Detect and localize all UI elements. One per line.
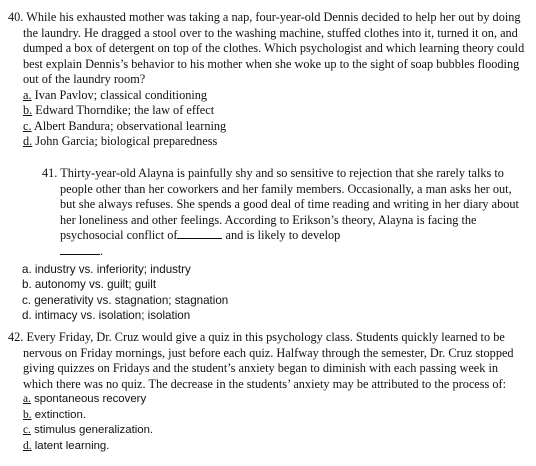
option-text: Albert Bandura; observational learning xyxy=(31,118,227,133)
option-text: latent learning. xyxy=(31,439,110,452)
option-text: Edward Thorndike; the law of effect xyxy=(32,103,215,117)
question-42 xyxy=(0,330,536,454)
option-letter: a. xyxy=(23,393,31,405)
question-number: 42. xyxy=(8,330,24,344)
option-b xyxy=(0,408,536,424)
question-41 xyxy=(0,166,536,324)
option-a xyxy=(0,88,536,104)
answer-blank xyxy=(177,228,222,239)
blank-period: . xyxy=(100,243,104,258)
question-42-stem xyxy=(0,330,536,392)
option-a xyxy=(0,262,536,278)
answer-options xyxy=(0,392,536,454)
option-text: Ivan Pavlov; classical conditioning xyxy=(31,87,208,102)
question-text: While his exhausted mother was taking a nap, four-year-old Dennis decided to help her out by doing the laundry. He dragged a stool over to the washing machine, stuffed clothes into it, turned it on, and dumped a box of detergent on top of the clothes. Which psychologist and which learning theory could best explain Dennis’s behavior to his mother when she woke up to the sight of soap bubbles flooding out of the laundry room? xyxy=(23,10,525,86)
question-number: 40. xyxy=(8,10,24,24)
question-41-stem xyxy=(0,166,536,244)
option-text: industry vs. inferiority; industry xyxy=(31,262,191,276)
option-letter: a. xyxy=(23,87,32,102)
option-text: extinction. xyxy=(31,408,86,421)
option-c xyxy=(0,293,536,309)
option-letter: c. xyxy=(22,293,32,307)
option-text: John Garcia; biological preparedness xyxy=(32,134,218,148)
option-letter: b. xyxy=(22,278,32,291)
option-text: stimulus generalization. xyxy=(30,424,154,436)
question-text-part-1: Thirty-year-old Alayna is painfully shy and so sensitive to rejection that she rarely talks to people other than her coworkers and her family members. Occasionally, a man asks her out, but she always refuses. She spends a good deal of time reading and writing in her diary about her loneliness and other feelings. According to Erikson’s theory, Alayna is facing the psychosocial conflict of xyxy=(60,166,519,242)
option-b xyxy=(0,103,536,119)
question-text: Every Friday, Dr. Cruz would give a quiz in this psychology class. Students quickly learned to be nervous on Friday mornings, just before each quiz. Halfway through the semester, Dr. Cruz stopped giving quizzes on Fridays and the student’s anxiety began to diminish with each passing week in which there was no quiz. The decrease in the students’ anxiety may be attributed to the process of: xyxy=(23,330,514,391)
question-40 xyxy=(0,10,536,150)
option-letter: b. xyxy=(23,408,32,421)
answer-blank xyxy=(60,244,100,255)
option-text: spontaneous recovery xyxy=(30,393,147,405)
option-letter: d. xyxy=(22,309,32,322)
option-letter: d. xyxy=(23,439,32,452)
option-d xyxy=(0,308,536,324)
option-letter: b. xyxy=(23,103,33,117)
option-text: intimacy vs. isolation; isolation xyxy=(31,309,191,322)
question-40-stem xyxy=(0,10,536,88)
answer-options xyxy=(0,262,536,324)
option-d xyxy=(0,134,536,150)
option-c xyxy=(0,119,536,135)
option-letter: a. xyxy=(22,262,32,276)
option-text: autonomy vs. guilt; guilt xyxy=(31,278,157,291)
option-letter: c. xyxy=(23,424,31,436)
option-text: generativity vs. stagnation; stagnation xyxy=(31,293,229,307)
option-b xyxy=(0,277,536,293)
question-text-part-2: and is likely to develop xyxy=(222,228,341,242)
option-d xyxy=(0,439,536,455)
answer-options xyxy=(0,88,536,150)
option-letter: c. xyxy=(23,118,32,133)
option-c xyxy=(0,423,536,439)
question-number: 41. xyxy=(42,166,58,180)
option-letter: d. xyxy=(23,134,33,148)
answer-blank-row xyxy=(0,244,536,259)
option-a xyxy=(0,392,536,408)
